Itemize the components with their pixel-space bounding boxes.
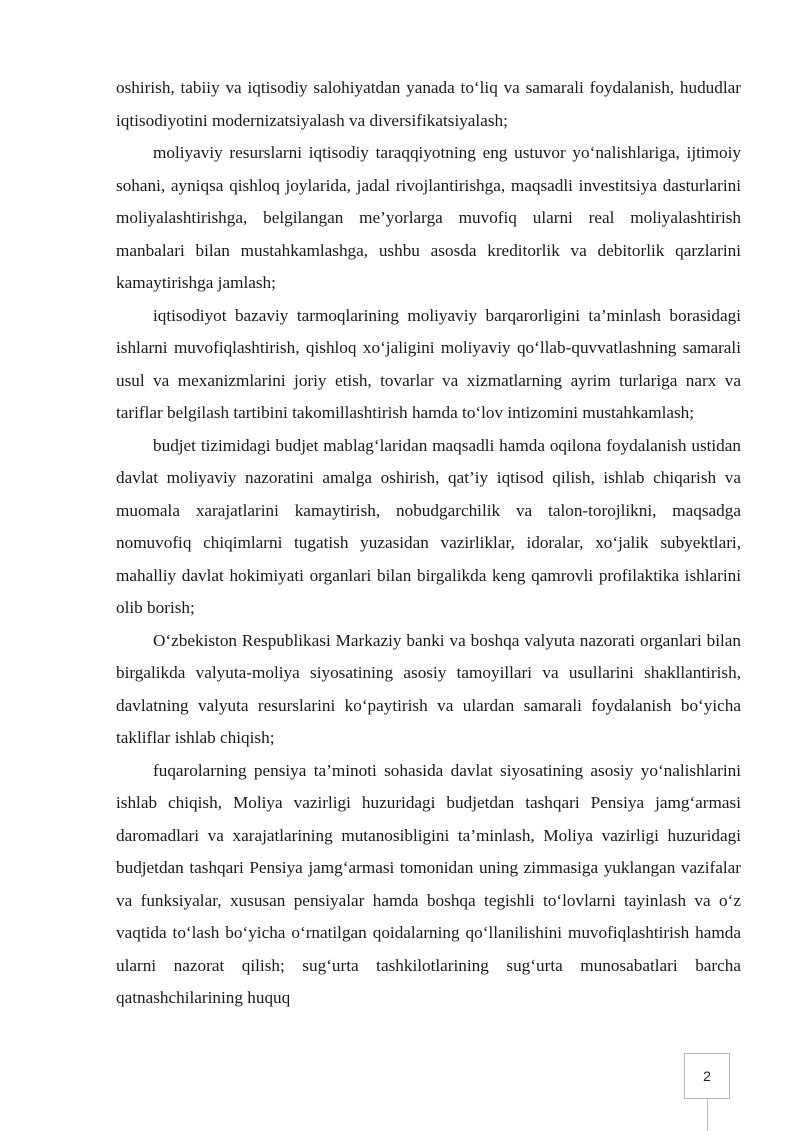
paragraph-budget-control: budjet tizimidagi budjet mablag‘laridan maqsadli hamda oqilona foydalanish ustidan davlat moliyaviy nazoratini amalga oshirish, qat’iy iqtisod qilish, ishlab chiqarish va muomala xarajatlarini kamaytirish, nobudgarchilik va talon-torojlikni, maqsadga nomuvofiq chiqimlarni tugatish yuzasidan vazirliklar, idoralar, xo‘jalik subyektlari, mahalliy davlat hokimiyati organlari bilan birgalikda keng qamrovli profilaktika ishlarini olib borish; (116, 435, 741, 617)
paragraph-economic-sectors: iqtisodiyot bazaviy tarmoqlarining moliyaviy barqarorligini ta’minlash borasidagi ishlarni muvofiqlashtirish, qishloq xo‘jaligini moliyaviy qo‘llab-quvvatlashning samarali usul va mexanizmlarini joriy etish, tovarlar va xizmatlarning ayrim turlariga narx va tariflar belgilash tartibini takomillashtirish hamda to‘lov intizomini mustahkamlash; (116, 305, 741, 422)
paragraph-pension-policy: fuqarolarning pensiya ta’minoti sohasida davlat siyosatining asosiy yo‘nalishlarini ishlab chiqish, Moliya vazirligi huzuridagi budjetdan tashqari Pensiya jamg‘armasi daromadlari va xarajatlarining mutanosibligini ta’minlash, Moliya vazirligi huzuridagi budjetdan tashqari Pensiya jamg‘armasi tomonidan uning zimmasiga yuklangan vazifalar va funksiyalar, xususan pensiyalar hamda boshqa tegishli to‘lovlarni tayinlash va o‘z vaqtida to‘lash bo‘yicha o‘rnatilgan qoidalarning qo‘llanilishini muvofiqlashtirish hamda ularni nazorat qilish; sug‘urta tashkilotlarining sug‘urta munosabatlari barcha qatnashchilarining huquq (116, 760, 741, 1007)
paragraph-financial-resources: moliyaviy resurslarni iqtisodiy taraqqiyotning eng ustuvor yo‘nalishlariga, ijtimoiy sohani, ayniqsa qishloq joylarida, jadal rivojlantirishga, maqsadli investitsiya dasturlarini moliyalashtirishga, belgilangan me’yorlarga muvofiq ularni real moliyalashtirish manbalari bilan mustahkamlashga, ushbu asosda kreditorlik va debitorlik qarzlarini kamaytirishga jamlash; (116, 143, 741, 292)
page-number: 2 (684, 1053, 730, 1099)
paragraph-continuation: oshirish, tabiiy va iqtisodiy salohiyatdan yanada to‘liq va samarali foydalanish, hududlar iqtisodiyotini modernizatsiyalash va diversifikatsiyalash; (116, 78, 741, 130)
document-body (116, 72, 741, 1015)
paragraph-currency-policy: O‘zbekiston Respublikasi Markaziy banki va boshqa valyuta nazorati organlari bilan birgalikda valyuta-moliya siyosatining asosiy tamoyillari va usullarini shakllantirish, davlatning valyuta resurslarini ko‘paytirish va ulardan samarali foydalanish bo‘yicha takliflar ishlab chiqish; (116, 630, 741, 747)
page-number-divider (707, 1099, 708, 1131)
